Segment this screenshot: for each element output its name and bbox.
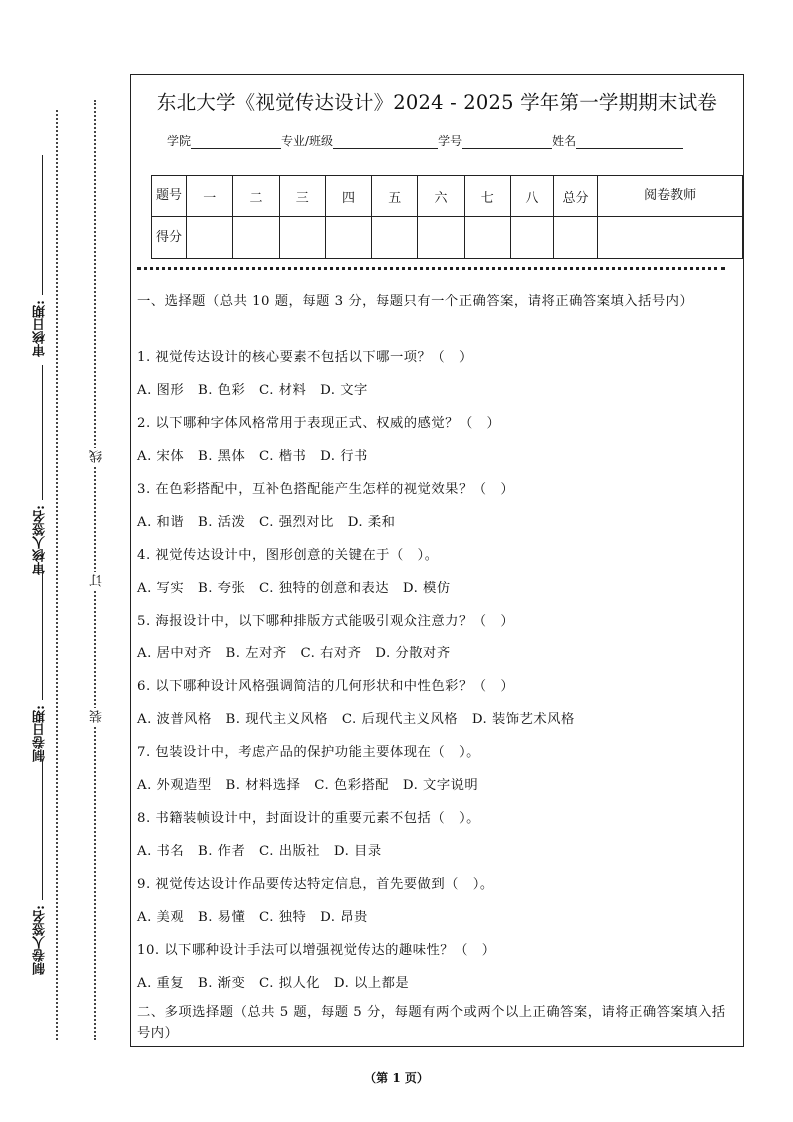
header-cell-3: 三 <box>279 176 325 217</box>
question-6-options: A. 波普风格 B. 现代主义风格 C. 后现代主义风格 D. 装饰艺术风格 <box>137 712 575 727</box>
maker-sign-blank[interactable] <box>42 760 43 900</box>
header-cell-6: 六 <box>418 176 464 217</box>
binding-dotted-line-inner <box>94 100 96 1040</box>
binding-line-char: 线 <box>90 450 105 463</box>
question-2-options: A. 宋体 B. 黑体 C. 楷书 D. 行书 <box>137 449 368 464</box>
reviewer-sign-label: 审核人签名: <box>33 505 48 575</box>
score-cell-total[interactable] <box>553 217 598 259</box>
major-label: 专业/班级 <box>281 134 334 148</box>
student-id-label: 学号 <box>438 134 463 148</box>
header-cell-total: 总分 <box>553 176 598 217</box>
student-info-row <box>167 132 683 149</box>
question-9-options: A. 美观 B. 易懂 C. 独特 D. 昂贵 <box>137 910 368 925</box>
score-table-header-row <box>152 176 743 217</box>
score-row-label: 得分 <box>152 217 187 259</box>
header-cell-question-no: 题号 <box>152 176 187 217</box>
question-5-options: A. 居中对齐 B. 左对齐 C. 右对齐 D. 分散对齐 <box>137 646 451 661</box>
college-field[interactable] <box>191 135 281 149</box>
binding-bind-char: 装 <box>90 710 105 723</box>
score-cell-grader[interactable] <box>598 217 743 259</box>
page-number: （第 1 页） <box>364 1071 429 1085</box>
question-5: 5. 海报设计中，以下哪种排版方式能吸引观众注意力？（ ） <box>137 614 515 629</box>
question-7-options: A. 外观造型 B. 材料选择 C. 色彩搭配 D. 文字说明 <box>137 778 479 793</box>
question-4-options: A. 写实 B. 夸张 C. 独特的创意和表达 D. 模仿 <box>137 581 451 596</box>
maker-sign-label: 制卷人签名: <box>33 905 48 975</box>
question-10-options: A. 重复 B. 渐变 C. 拟人化 D. 以上都是 <box>137 976 410 991</box>
question-9: 9. 视觉传达设计作品要传达特定信息，首先要做到（ ）。 <box>137 877 494 892</box>
college-label: 学院 <box>167 134 192 148</box>
score-cell-4[interactable] <box>325 217 371 259</box>
score-cell-8[interactable] <box>510 217 553 259</box>
header-cell-4: 四 <box>325 176 371 217</box>
make-date-label: 制卷日期: <box>33 705 48 762</box>
reviewer-sign-blank[interactable] <box>42 365 43 500</box>
question-1: 1. 视觉传达设计的核心要素不包括以下哪一项？（ ） <box>137 350 473 365</box>
student-id-field[interactable] <box>462 135 552 149</box>
header-cell-1: 一 <box>187 176 233 217</box>
score-cell-2[interactable] <box>233 217 279 259</box>
name-label: 姓名 <box>552 134 577 148</box>
header-cell-grader: 阅卷教师 <box>598 176 743 217</box>
question-3: 3. 在色彩搭配中，互补色搭配能产生怎样的视觉效果？（ ） <box>137 482 515 497</box>
review-date-blank[interactable] <box>42 155 43 295</box>
name-field[interactable] <box>576 135 683 149</box>
score-table <box>151 175 743 259</box>
review-date-label: 审核日期: <box>33 300 48 357</box>
exam-title: 东北大学《视觉传达设计》2024 - 2025 学年第一学期期末试卷 <box>156 91 718 114</box>
score-cell-1[interactable] <box>187 217 233 259</box>
question-3-options: A. 和谐 B. 活泼 C. 强烈对比 D. 柔和 <box>137 515 396 530</box>
header-cell-5: 五 <box>372 176 418 217</box>
header-cell-2: 二 <box>233 176 279 217</box>
major-field[interactable] <box>333 135 438 149</box>
question-7: 7. 包装设计中，考虑产品的保护功能主要体现在（ ）。 <box>137 745 480 760</box>
question-4: 4. 视觉传达设计中，图形创意的关键在于（ ）。 <box>137 548 439 563</box>
divider-dotted <box>137 267 725 270</box>
section2-heading: 二、多项选择题（总共 5 题，每题 5 分，每题有两个或两个以上正确答案，请将正确答案填入括号内） <box>137 1005 726 1041</box>
header-cell-8: 八 <box>510 176 553 217</box>
exam-frame <box>130 74 744 1047</box>
score-cell-3[interactable] <box>279 217 325 259</box>
question-1-options: A. 图形 B. 色彩 C. 材料 D. 文字 <box>137 383 368 398</box>
question-8: 8. 书籍装帧设计中，封面设计的重要元素不包括（ ）。 <box>137 811 480 826</box>
header-cell-7: 七 <box>464 176 510 217</box>
score-cell-5[interactable] <box>372 217 418 259</box>
binding-order-char: 订 <box>90 574 105 587</box>
score-table-score-row <box>152 217 743 259</box>
section1-heading: 一、选择题（总共 10 题，每题 3 分，每题只有一个正确答案，请将正确答案填入括号内） <box>137 294 694 309</box>
question-8-options: A. 书名 B. 作者 C. 出版社 D. 目录 <box>137 844 382 859</box>
score-cell-6[interactable] <box>418 217 464 259</box>
question-10: 10. 以下哪种设计手法可以增强视觉传达的趣味性？（ ） <box>137 943 496 958</box>
score-cell-7[interactable] <box>464 217 510 259</box>
make-date-blank[interactable] <box>42 570 43 700</box>
question-2: 2. 以下哪种字体风格常用于表现正式、权威的感觉？（ ） <box>137 416 501 431</box>
question-6: 6. 以下哪种设计风格强调简洁的几何形状和中性色彩？（ ） <box>137 679 515 694</box>
binding-dotted-line-outer <box>56 110 58 1040</box>
